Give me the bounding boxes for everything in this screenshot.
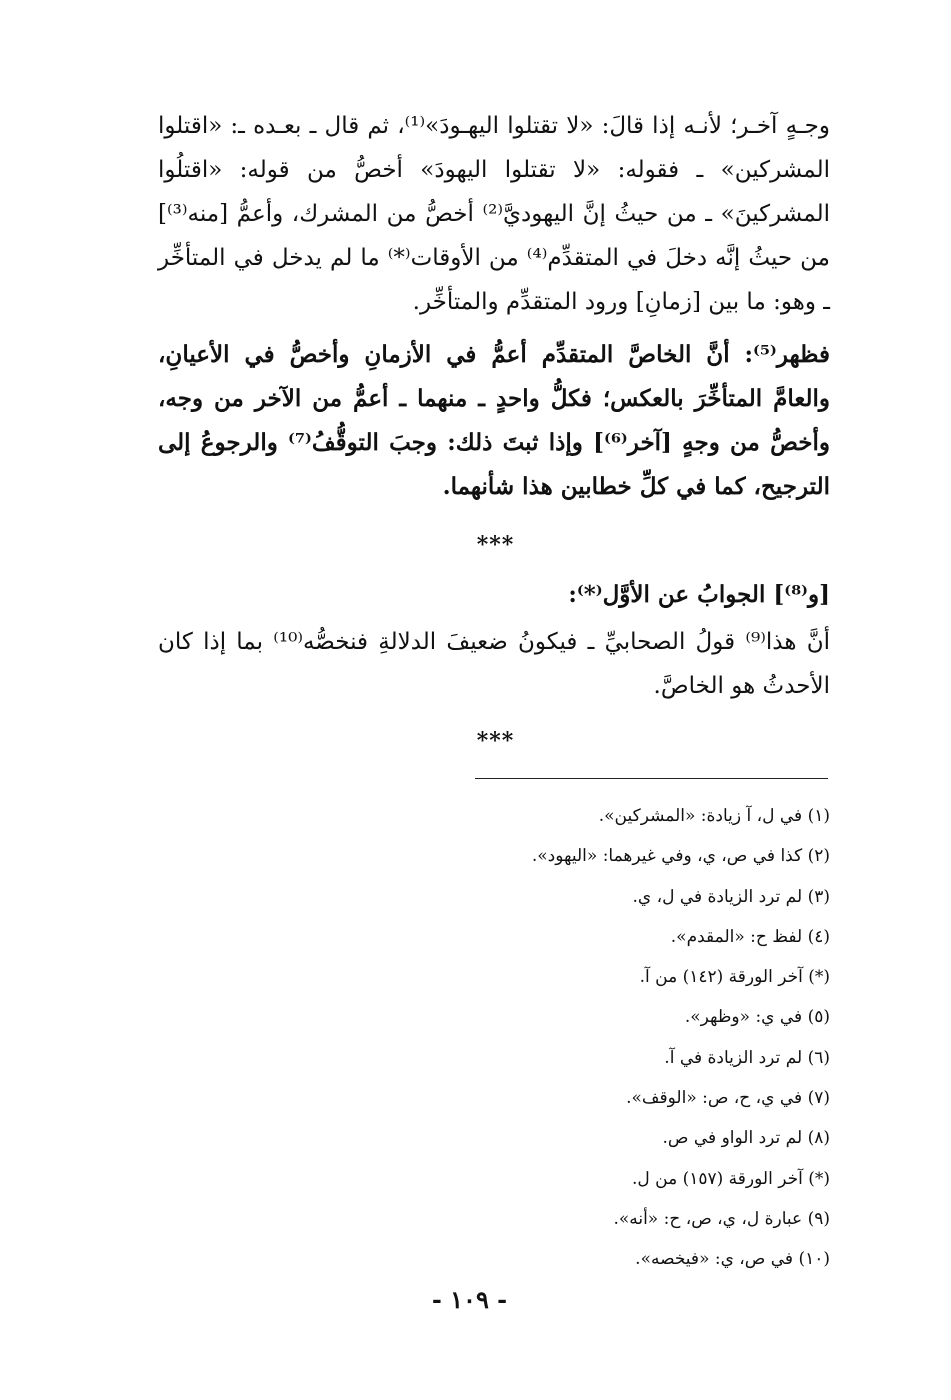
- footnote-item: (٩) عبارة ل، ي، ص، ح: «أنه».: [613, 1208, 830, 1229]
- paragraph-conclusion: فظهر⁽⁵⁾: أنَّ الخاصَّ المتقدِّم أعمُّ في الأزمانِ وأخصُّ في الأعيانِ، والعامَّ المتأخِّرَ بالعكس؛ فكلُّ واحدٍ ـ منهما ـ أعمُّ من الآخر من وجه، وأخصُّ من وجهٍ [آخر⁽⁶⁾] وإذا ثبتَ ذلك: وجبَ التوقُّفُ⁽⁷⁾ والرجوعُ إلى الترجيح، كما في كلِّ خطابين هذا شأنهما.: [158, 341, 831, 500]
- paragraph-argument: وجـهٍ آخـر؛ لأنـه إذا قالَ: «لا تقتلوا اليهـودَ»⁽¹⁾، ثم قال ـ بعـده ـ: «اقتلوا المشركين» ـ فقوله: «لا تقتلوا اليهودَ» أخصُّ من قوله: «اقتلُوا المشركينَ» ـ من حيثُ إنَّ اليهوديَّ⁽²⁾ أخصُّ من المشرك، وأعمُّ [منه⁽³⁾] من حيثُ إنَّه دخلَ في المتقدِّم⁽⁴⁾ من الأوقات⁽*⁾ ما لم يدخل في المتأخِّر ـ وهو: ما بين [زمانِ] ورود المتقدِّم والمتأخِّر.: [158, 113, 831, 315]
- section-separator: ***: [476, 532, 515, 558]
- footnote-item: (٨) لم ترد الواو في ص.: [662, 1128, 830, 1149]
- paragraph-answer: أنَّ هذا⁽⁹⁾ قولُ الصحابيِّ ـ فيكونُ ضعيفَ الدلالةِ فنخصُّه⁽¹⁰⁾ بما إذا كان الأحدثُ هو الخاصَّ.: [158, 629, 830, 699]
- footnotes-list: [300, 796, 830, 1280]
- footnote-item: (١) في ل، آ زيادة: «المشركين».: [598, 806, 830, 826]
- page-number: [0, 1285, 951, 1314]
- footnote-item: (٢) كذا في ص، ي، وفي غيرهما: «اليهود».: [531, 846, 830, 867]
- footnote-item: (١٠) في ص، ي: «فيخصه».: [635, 1249, 830, 1270]
- footnote-divider: [475, 778, 828, 779]
- page-number-label: - ١٠٩ -: [431, 1285, 508, 1314]
- footnote-item: (*) آخر الورقة (١٥٧) من ل.: [631, 1168, 830, 1189]
- section-heading: [و⁽⁸⁾] الجوابُ عن الأوَّل⁽*⁾:: [568, 581, 830, 608]
- footnote-item: (٣) لم ترد الزيادة في ل، ي.: [632, 886, 830, 907]
- section-separator: ***: [476, 728, 515, 754]
- footnote-item: (*) آخر الورقة (١٤٢) من آ.: [639, 967, 830, 988]
- footnote-item: (٥) في ي: «وظهر».: [684, 1007, 830, 1028]
- footnote-item: (٤) لفظ ح: «المقدم».: [670, 926, 830, 947]
- footnote-item: (٧) في ي، ح، ص: «الوقف».: [626, 1088, 830, 1109]
- footnote-item: (٦) لم ترد الزيادة في آ.: [664, 1047, 830, 1068]
